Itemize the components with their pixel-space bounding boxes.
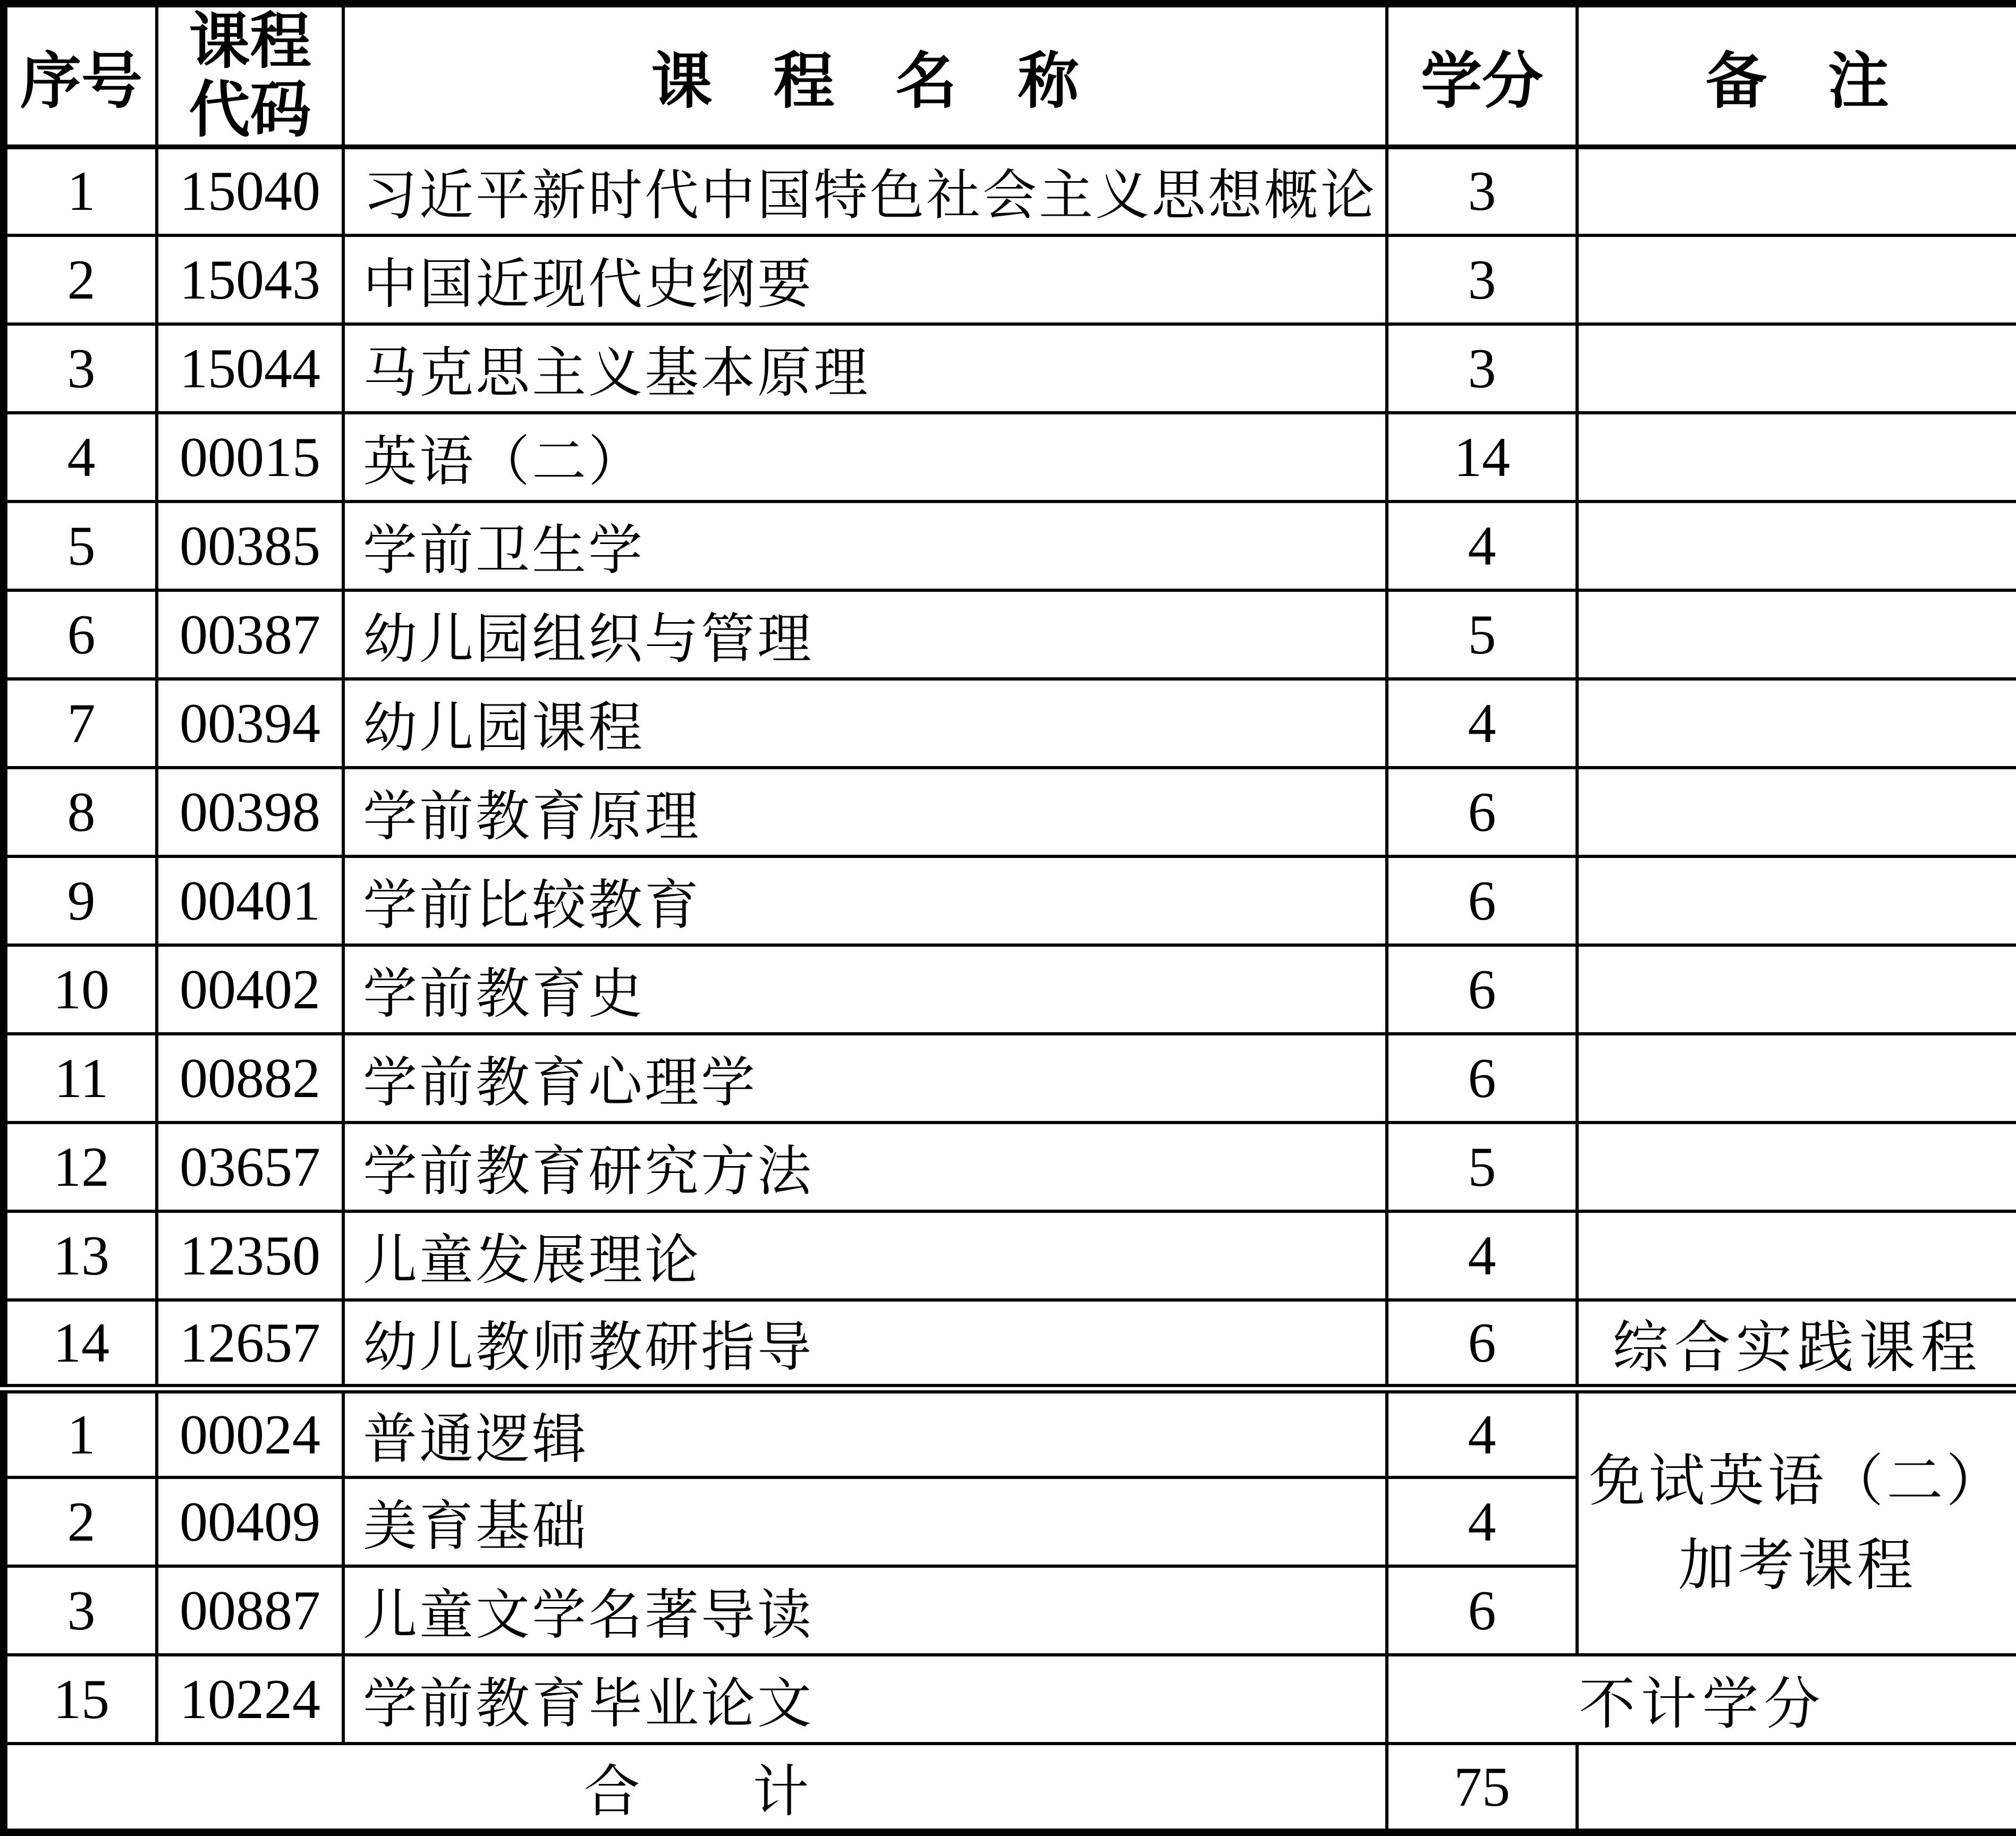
row-number-cell: 8 [4,768,157,856]
course-code-cell: 00401 [157,856,343,945]
header-row [4,4,2016,147]
remarks-cell [1577,324,2016,413]
table-row [4,502,2016,590]
course-name-cell: 英语（二） [343,413,1387,502]
course-name-cell: 学前教育原理 [343,768,1387,856]
course-code-cell: 15043 [157,235,343,324]
table-row-thesis [4,1655,2016,1744]
row-number-cell: 14 [4,1300,157,1389]
col-header-name: 课 程 名 称 [343,4,1387,147]
course-code-cell: 00409 [157,1477,343,1566]
credits-cell: 6 [1387,1034,1577,1123]
row-number-cell: 15 [4,1655,157,1744]
col-header-no: 序号 [4,4,157,147]
row-number-cell: 7 [4,679,157,768]
course-code-cell: 00387 [157,590,343,679]
course-code-cell: 00398 [157,768,343,856]
row-number-cell: 5 [4,502,157,590]
thesis-note-cell: 不计学分 [1387,1655,2016,1744]
course-code-cell: 10224 [157,1655,343,1744]
table-row [4,1211,2016,1300]
remarks-cell [1577,147,2016,235]
table-row [4,413,2016,502]
credits-cell: 5 [1387,1123,1577,1211]
credits-cell: 4 [1387,1477,1577,1566]
row-number-cell: 3 [4,324,157,413]
course-code-cell: 00024 [157,1389,343,1477]
remarks-cell [1577,856,2016,945]
credits-cell: 6 [1387,856,1577,945]
table-row [4,235,2016,324]
credits-cell: 14 [1387,413,1577,502]
remarks-cell [1577,768,2016,856]
credits-cell: 3 [1387,235,1577,324]
remarks-cell [1577,1034,2016,1123]
credits-cell: 4 [1387,1211,1577,1300]
row-number-cell: 10 [4,945,157,1034]
table-row-total [4,1744,2016,1832]
course-name-cell: 学前教育研究方法 [343,1123,1387,1211]
credits-cell: 6 [1387,945,1577,1034]
row-number-cell: 13 [4,1211,157,1300]
exemption-note-cell [1577,1389,2016,1655]
table-row [4,945,2016,1034]
row-number-cell: 9 [4,856,157,945]
remarks-cell [1577,235,2016,324]
course-code-cell: 00887 [157,1566,343,1655]
course-name-cell: 学前卫生学 [343,502,1387,590]
credits-cell: 4 [1387,679,1577,768]
remarks-cell [1577,1123,2016,1211]
row-number-cell: 2 [4,1477,157,1566]
course-code-cell: 15040 [157,147,343,235]
table-row [4,1034,2016,1123]
credits-cell: 3 [1387,324,1577,413]
table-row [4,856,2016,945]
row-number-cell: 12 [4,1123,157,1211]
course-name-cell: 幼儿园课程 [343,679,1387,768]
row-number-cell: 3 [4,1566,157,1655]
table-row-extra [4,1389,2016,1477]
remarks-cell [1577,679,2016,768]
course-name-cell: 儿童发展理论 [343,1211,1387,1300]
remarks-cell [1577,413,2016,502]
table-row [4,1123,2016,1211]
exemption-note-line2: 加考课程 [1678,1534,1917,1597]
course-name-cell: 普通逻辑 [343,1389,1387,1477]
col-header-credits: 学分 [1387,4,1577,147]
table-row [4,768,2016,856]
course-code-cell: 00385 [157,502,343,590]
course-name-cell: 儿童文学名著导读 [343,1566,1387,1655]
exemption-note-line1: 免试英语（二） [1589,1450,2006,1512]
col-header-remarks: 备 注 [1577,4,2016,147]
table-row [4,324,2016,413]
remarks-cell: 综合实践课程 [1577,1300,2016,1389]
course-name-cell: 学前教育史 [343,945,1387,1034]
table-row [4,147,2016,235]
remarks-cell [1577,590,2016,679]
course-name-cell: 中国近现代史纲要 [343,235,1387,324]
course-code-cell: 15044 [157,324,343,413]
row-number-cell: 6 [4,590,157,679]
table-row [4,1300,2016,1389]
total-label-cell: 合 计 [4,1744,1387,1832]
course-code-cell: 03657 [157,1123,343,1211]
course-name-cell: 美育基础 [343,1477,1387,1566]
course-code-cell: 00394 [157,679,343,768]
total-remarks-cell [1577,1744,2016,1832]
course-code-cell: 00402 [157,945,343,1034]
col-header-code [157,4,343,147]
table-row [4,590,2016,679]
course-code-cell: 00882 [157,1034,343,1123]
remarks-cell [1577,945,2016,1034]
table-row [4,679,2016,768]
credits-cell: 6 [1387,1566,1577,1655]
course-name-cell: 学前教育毕业论文 [343,1655,1387,1744]
remarks-cell [1577,502,2016,590]
credits-cell: 6 [1387,768,1577,856]
credits-cell: 5 [1387,590,1577,679]
total-credits-cell: 75 [1387,1744,1577,1832]
col-header-code-line2: 代码 [189,75,311,144]
credits-cell: 3 [1387,147,1577,235]
course-code-cell: 00015 [157,413,343,502]
credits-cell: 4 [1387,1389,1577,1477]
course-name-cell: 幼儿教师教研指导 [343,1300,1387,1389]
course-code-cell: 12657 [157,1300,343,1389]
credits-cell: 6 [1387,1300,1577,1389]
course-name-cell: 马克思主义基本原理 [343,324,1387,413]
credits-cell: 4 [1387,502,1577,590]
row-number-cell: 1 [4,147,157,235]
row-number-cell: 1 [4,1389,157,1477]
course-name-cell: 学前教育心理学 [343,1034,1387,1123]
row-number-cell: 4 [4,413,157,502]
remarks-cell [1577,1211,2016,1300]
row-number-cell: 2 [4,235,157,324]
course-code-cell: 12350 [157,1211,343,1300]
row-number-cell: 11 [4,1034,157,1123]
course-name-cell: 学前比较教育 [343,856,1387,945]
course-name-cell: 幼儿园组织与管理 [343,590,1387,679]
col-header-code-line1: 课程 [189,7,311,75]
course-name-cell: 习近平新时代中国特色社会主义思想概论 [343,147,1387,235]
